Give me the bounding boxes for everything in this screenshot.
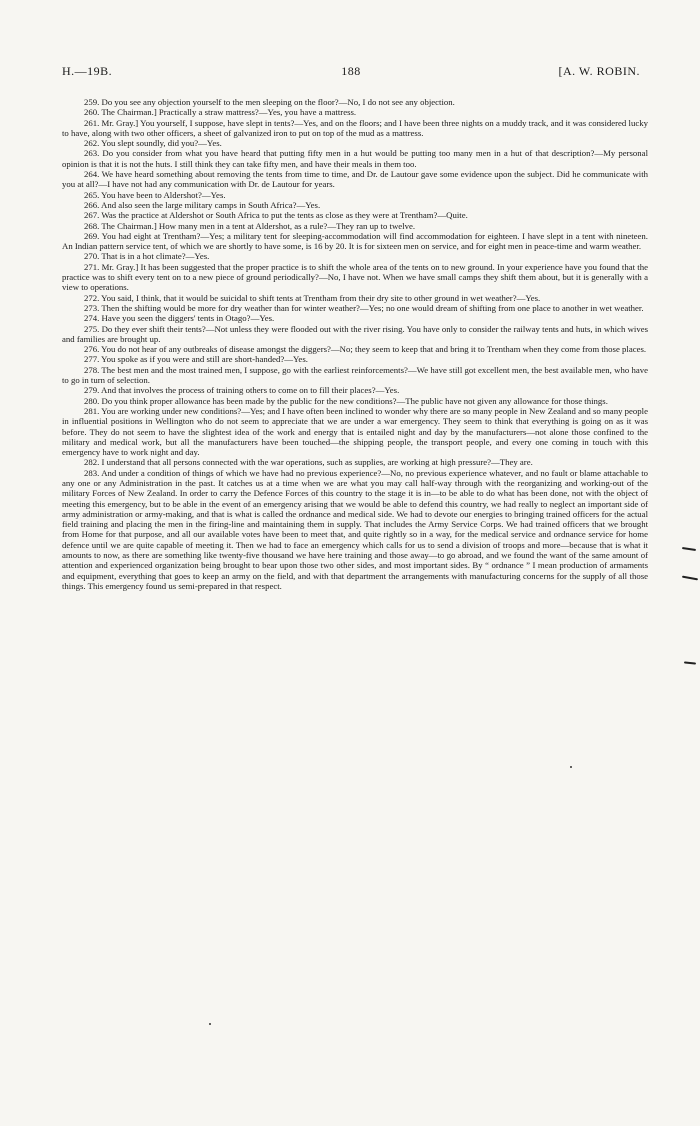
paragraph-267: 267. Was the practice at Aldershot or South Africa to put the tents as close as they were at Trentham?—Quite.: [84, 210, 468, 221]
paragraph-261: 261. Mr. Gray.] You yourself, I suppose, have slept in tents?—Yes, and on the floors; and I have been three nights on a muddy track, and it was considered lucky to have, along with two other officers, a sheet of galvanized iron to put on top of the mud as a mattress.: [62, 117, 648, 138]
paragraph-269: 269. You had eight at Trentham?—Yes; a military tent for sleeping-accommodation will find accommodation for eighteen. I have slept in a tent with nineteen. An Indian pattern service tent, of which we are shortly to have some, is 16 by 20. It is for sixteen men on service, and for eight men in peace-time and warm weather.: [62, 230, 648, 252]
paragraph-283: 283. And under a condition of things of which we have had no previous experience?—No, no previous experience whatever, and no fault or blame attachable to any one or any Administration in the past. It catches us at a time when we are what you may call half-way through with the reorganizing and working-out of the military Forces of New Zealand. In order to carry the Defence Forces of this country to the stage it is in—to be able to do what has been done, not with the object of meeting this emergency, but to be able in the event of an emergency arising that we would be able to defend this country, we had really to neglect an important side of army administration or army-making, and that is what is called the ordnance and medical side. We had to devote our energies to bringing trained officers for the actual field training and placing the men in the firing-line and maintaining them in supply. That includes the Army Service Corps. We had trained officers that we brought from Home for that purpose, and all our available votes have been to meet that, and quite rightly so in a way, for the medical service and ordnance service for home defence until we are quite capable of meeting it. Then we had to face an emergency which calls for us to send a division of troops and more—because that is what it amounts to now, as there are something like twenty-five thousand we have here training and those away—to go abroad, and we found the want of the same amount of attention and experienced organization being brought to bear upon those two other sides, and most important sides. By “ ordnance ” I mean production of armaments and equipment, everything that goes to keep an army on the field, and with that department the arrangements with manufacturing concerns for the supply of all those things. This emergency found us semi-prepared in that respect.: [62, 467, 648, 591]
document-reference: H.—19B.: [62, 64, 113, 78]
paragraph-282: 282. I understand that all persons connected with the war operations, such as supplies, are working at high pressure?—They are.: [84, 457, 533, 468]
paragraph-265: 265. You have been to Aldershot?—Yes.: [84, 189, 226, 200]
margin-dot: [570, 766, 572, 768]
paragraph-274: 274. Have you seen the diggers' tents in Otago?—Yes.: [84, 313, 275, 324]
paragraph-264: 264. We have heard something about removing the tents from time to time, and Dr. de Lautour gave some evidence upon the subject. Did he communicate with you at all?—I have not had any communication with Dr. de Lautour for years.: [62, 169, 648, 190]
paragraph-270: 270. That is in a hot climate?—Yes.: [84, 251, 210, 262]
page-header: [62, 64, 640, 80]
margin-mark: [682, 547, 696, 551]
margin-mark: [684, 661, 696, 664]
paragraph-279: 279. And that involves the process of training others to come on to fill their places?—Yes.: [84, 385, 400, 396]
page-number: 188: [341, 64, 361, 78]
paragraph-263: 263. Do you consider from what you have heard that putting fifty men in a hut would be putting too many men in a hut of that description?—My personal opinion is that it is not the huts. I still think they can take fifty men, and have their meals in them too.: [62, 148, 648, 169]
paragraph-260: 260. The Chairman.] Practically a straw mattress?—Yes, you have a mattress.: [84, 107, 357, 118]
witness-name: [A. W. ROBIN.: [558, 64, 640, 78]
paragraph-266: 266. And also seen the large military camps in South Africa?—Yes.: [84, 199, 321, 210]
paragraph-262: 262. You slept soundly, did you?—Yes.: [84, 138, 222, 149]
paragraph-277: 277. You spoke as if you were and still are short-handed?—Yes.: [84, 354, 308, 365]
paragraph-281: 281. You are working under new conditions?—Yes; and I have often been inclined to wonder why there are so many people in New Zealand and so many people in influential positions in Wellington who do not seem to appreciate that we are under a war emergency. They seem to think that everything is going on as it was before. They do not seem to have the slightest idea of the work and energy that is entailed night and day by the manufacturers—not alone those confined to the military and medical work, but all the manufacturers have been touched—the shipping people, the transport people, and every one coming in touch with this emergency have to work night and day.: [62, 405, 648, 458]
paragraph-268: 268. The Chairman.] How many men in a tent at Aldershot, as a rule?—They ran up to twelve.: [84, 220, 416, 231]
paragraph-275: 275. Do they ever shift their tents?—Not unless they were flooded out with the river rising. You have only to consider the railway tents and huts, in which wives and families are brought up.: [62, 323, 648, 344]
paragraph-278: 278. The best men and the most trained men, I suppose, go with the earliest reinforcements?—We have still got excellent men, the best available men, who have to go in turn of selection.: [62, 364, 648, 386]
paragraph-259: 259. Do you see any objection yourself to the men sleeping on the floor?—No, I do not see any objection.: [84, 97, 455, 107]
margin-dot: [209, 1023, 211, 1025]
paragraph-273: 273. Then the shifting would be more for dry weather than for winter weather?—Yes; no one would dream of shifting from one place to another in wet weather.: [84, 302, 644, 313]
evidence-text: [62, 97, 648, 591]
paragraph-276: 276. You do not hear of any outbreaks of disease amongst the diggers?—No; they seem to keep that and bring it to Trentham when they come from those places.: [84, 344, 647, 355]
margin-mark: [682, 576, 698, 581]
paragraph-280: 280. Do you think proper allowance has been made by the public for the new conditions?—The public have not given any allowance for those things.: [84, 395, 608, 406]
paragraph-271: 271. Mr. Gray.] It has been suggested that the proper practice is to shift the whole area of the tents on to new ground. In your experience have you found that the practice was to shift every tent on to a new piece of ground periodically?—No, I have not. When we have small camps they shift them about, but it is generally with a view to operations.: [62, 261, 648, 293]
paragraph-272: 272. You said, I think, that it would be suicidal to shift tents at Trentham from their dry site to other ground in wet weather?—Yes.: [84, 292, 541, 303]
